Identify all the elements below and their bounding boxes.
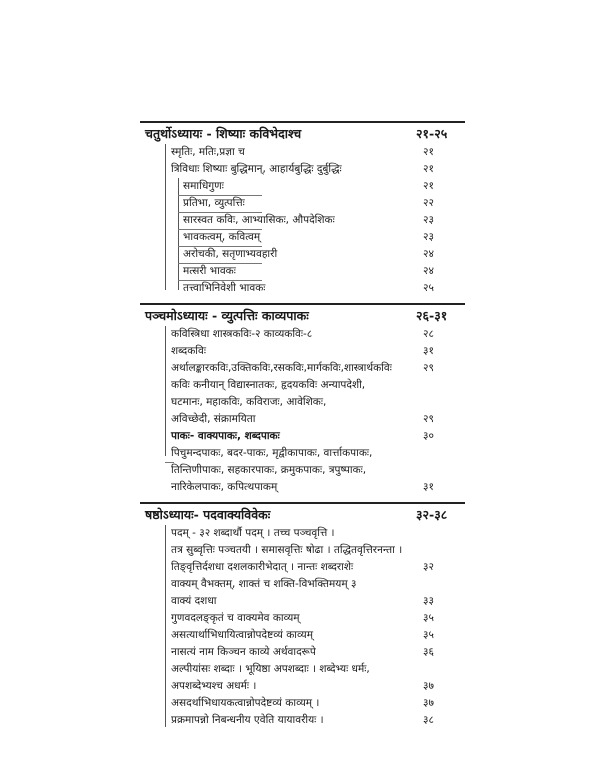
toc-entry-page: २४: [423, 248, 434, 260]
table-of-contents: चतुर्थोऽध्यायः - शिष्याः कविभेदाश्च २१-२५ स्मृतिः, मतिः,प्रज्ञा च २१ त्रिविधाः शिष्याः बुद्धिमान्, आहार्यबुद्धिः दुर्बुद्धिः २१ समाधिगुणः २१ प्रतिभा, व्युत्पत्तिः २२ सारस्वत कविः, आभ्यासिकः, औपदेशिकः २३ भावकत्वम्, कवित्वम् २३ अरोचकी, सतृणाभ्यवहारी २४ मत्सरी भावकः २४ तत्त्वाभिनिवेशी भावकः २५ पञ्चमोऽध्यायः - व्युत्पत्तिः काव्यपाकः २६-३१ कविस्त्रिधा शास्त्रकविः-२ काव्यकविः-८ २८ शब्दकविः ३१ अर्थालङ्कारकविः,उक्तिकविः,रसकविः,मार्गकविः,शास्त्रार्थकविः २९ कविः कनीयान् विद्यास्नातकः, हृदयकविः अन्यापदेशी, घटमानः, महाकविः, कविराजः, आवेशिकः, अविच्छेदी, संक्रामयिता २९ पाकः- वाक्यपाकः, शब्दपाकः ३० पिचुमन्दपाकः, बदर-पाकः, मृद्वीकापाकः, वार्त्ताकपाकः, तिन्तिणीपाकः, सहकारपाकः, क्रमुकपाकः, त्रपुष्पाकः, नारिकेलपाकः, कपित्थपाकम् ३१ षष्ठोऽध्यायः- पदवाक्यविवेकः ३२-३८ पदम् - ३२ शब्दार्थौ पदम् । तच्च पञ्चवृत्ति । तत्र सुब्वृत्तिः पञ्चतयी । समासवृत्तिः षोढा । तद्धितवृत्तिरनन्ता । तिङ्वृत्तिर्दशधा दशलकारीभेदात् । नान्तः शब्दराशेः ३२ वाक्यम् वैभक्तम्, शाक्तं च शक्ति-विभक्तिमयम् ३ वाक्यं दशधा ३३ गुणवदलङ्कृतं च वाक्यमेव काव्यम् ३५ असत्यार्थाभिधायित्वान्नोपदेष्टव्यं काव्यम् ३५ नासत्यं नाम किञ्चन काव्ये अर्थवादरूपे ३६ अल्पीयांसः शब्दाः । भूयिष्ठा अपशब्दाः । शब्देभ्यः धर्मः, अपशब्देभ्यश्च अधर्मः । ३७ असदर्थाभिधायकत्वान्नोपदेष्टव्यं काव्यम् । ३७ प्रक्रमापन्नो निबन्धनीय एवेति यायावरीयः । ३८: [0, 0, 600, 776]
toc-entry-page: ३२: [423, 561, 434, 573]
toc-entry-page: ३५: [423, 629, 434, 641]
entry-bracket-line: [165, 525, 166, 727]
toc-entry-page: २४: [423, 265, 434, 277]
toc-entry-page: २३: [423, 214, 434, 226]
toc-entry-page: २१: [423, 180, 434, 192]
toc-entry-page: ३१: [423, 345, 434, 357]
toc-entry-page: ३०: [423, 430, 434, 442]
entry-bracket-line: [165, 326, 166, 456]
chapter-rule: [140, 121, 465, 123]
chapter-title: चतुर्थोऽध्यायः - शिष्याः कविभेदाश्च: [145, 126, 302, 141]
toc-entry-page: ३७: [423, 697, 434, 709]
chapter-title: षष्ठोऽध्यायः- पदवाक्यविवेकः: [145, 507, 271, 522]
toc-entry-page: २८: [423, 328, 434, 340]
chapter-heading: [145, 505, 463, 525]
toc-entry-page: २५: [423, 282, 434, 294]
chapter-page-range: ३२-३८: [416, 507, 448, 522]
chapter-page-range: २१-२५: [416, 126, 448, 141]
chapter-heading: [145, 306, 463, 326]
toc-entry-page: ३८: [423, 714, 434, 726]
toc-entry-page: ३७: [423, 680, 434, 692]
chapter-rule: [140, 303, 465, 305]
chapter-page-range: २६-३१: [416, 308, 448, 323]
toc-entry-page: ३५: [423, 612, 434, 624]
toc-entry-page: २९: [423, 413, 434, 425]
chapter-title: पञ्चमोऽध्यायः - व्युत्पत्तिः काव्यपाकः: [145, 308, 309, 323]
entry-bracket-line: [165, 144, 166, 290]
toc-entry-page: २२: [423, 197, 434, 209]
toc-entry-page: २३: [423, 231, 434, 243]
toc-entry-page: ३१: [423, 481, 434, 493]
chapter-rule: [140, 502, 465, 504]
toc-entry-page: ३३: [423, 595, 434, 607]
toc-entry-page: २१: [423, 146, 434, 158]
toc-entry-page: २९: [423, 362, 434, 374]
toc-entry-page: २१: [423, 163, 434, 175]
toc-entry-page: ३६: [423, 646, 434, 658]
chapter-heading: [145, 124, 463, 144]
